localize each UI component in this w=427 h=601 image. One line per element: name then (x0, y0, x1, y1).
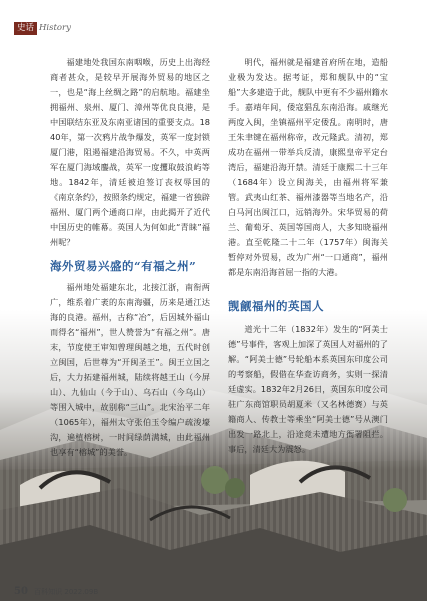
left-column-intro (50, 55, 210, 250)
intro-paragraph: 福建地处我国东南咽喉，历史上出海经商者甚众，是较早开展海外贸易的地区之一，也是“海上丝绸之路”的启航地。福建坐拥福州、泉州、厦门、漳州等优良良港，是中国联结东亚及东南亚诸国的重要支点。1840年，第一次鸦片战争爆发，英军一度封锁厦门港，阻遏福建沿海贸易。不久，中英两军在厦门海域鏖战，英军一度攫取鼓浪屿等地。1842年，清廷被迫签订丧权辱国的《南京条约》，按照条约规定，福建一省独辟福州、厦门两个通商口岸，由此揭开了近代中国历史的帷幕。英国人为何如此“青睐”福州呢？ (50, 57, 210, 247)
page-footer (14, 586, 98, 597)
page-number: 50 (14, 586, 28, 597)
body-paragraph-left: 福州地处福建东北，北接江浙，南衔两广，维系着广袤的东南海疆，历来是通江达海的良港。福州，古称“冶”，后因城外福山而得名“福州”，世人赞誉为“有福之州”。唐末，节度使王审知曾理闽越之地，五代时创立闽国，后世尊为“开闽圣王”。闽王立国之后，大力拓建福州城，陆续将越王山（今屏山）、九仙山（今于山）、乌石山（今乌山）等围入城中，故别称“三山”。北宋治平二年（1065年），福州太守张伯玉令编户疏浚壕沟，遍植榕树，一时间绿荫满城，由此福州也享有“榕城”的美誉。 (50, 282, 210, 457)
section-english-label: History (39, 23, 71, 33)
section-heading-right: 觊觎福州的英国人 (228, 299, 324, 313)
body-paragraph-right: 道光十二年（1832年）发生的“阿美士德”号事件，客观上加深了英国人对福州的了解。“阿美士德”号轮船本系英国东印度公司的考察船，假借在华查访商务，实则一探清廷虚实。1832年2月26日，英国东印度公司驻广东商馆职员胡夏米（又名林德赛）与英籍商人、传教士等乘坐“阿美士德”号从澳门出发一路北上，沿途竟未遭地方衙署阻拦。事后，清廷大为震怒。 (228, 324, 388, 454)
section-heading-left: 海外贸易兴盛的“有福之州” (50, 259, 197, 273)
right-column-body (228, 322, 388, 457)
publication-label: 百科知识 2022.09B (34, 588, 99, 596)
body-paragraph-right-top: 明代，福州就是福建首府所在地，造船业极为发达。据考证，郑和舰队中的“宝船”大多建造于此，舰队中更有不少福州籍水手。嘉靖年间，倭寇猖乱东南沿海。戚继光两度入闽，坐镇福州平定倭乱。南明时，唐王朱聿键在福州称帝，改元隆武。清初，郑成功在福州一带举兵反清，康熙皇帝平定台湾后，福建沿海开禁。清廷于康熙二十三年（1684年）设立闽海关，由福州将军兼管。武夷山红茶、福州漆器等当地名产，沿白马河出闽江口，远销海外。宋华贸易的荷兰、葡萄牙、英国等国商人，大多知晓福州港。直至乾隆二十二年（1757年）闽海关暂停对外贸易，改为广州“一口通商”，福州都是东南沿海首屈一指的大港。 (228, 57, 388, 277)
right-column-top (228, 55, 388, 280)
left-column-body (50, 280, 210, 460)
section-tag: 史话 (14, 22, 37, 35)
